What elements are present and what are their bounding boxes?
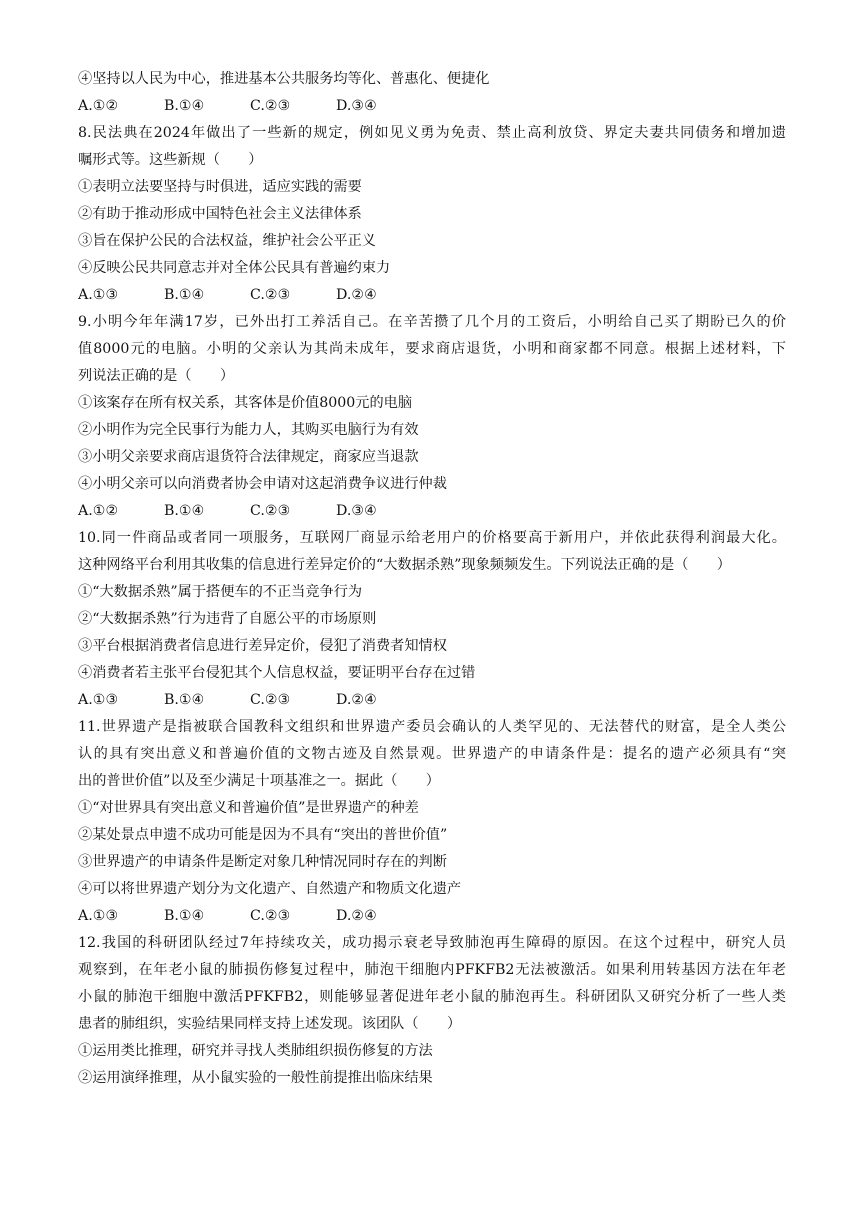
option-a: A.①③ <box>78 287 119 303</box>
question-stem-line: 列说法正确的是（ ） <box>78 368 235 384</box>
option-a: A.①③ <box>78 908 119 924</box>
question-stem-line: 认的具有突出意义和普遍价值的文物古迹及自然景观。世界遗产的申请条件是：提名的遗产必须具有“突 <box>78 746 786 762</box>
statement: ③平台根据消费者信息进行差异定价，侵犯了消费者知情权 <box>78 638 447 654</box>
option-d: D.②④ <box>336 287 377 303</box>
option-a: A.①② <box>78 503 119 519</box>
statement: ②有助于推动形成中国特色社会主义法律体系 <box>78 206 362 222</box>
answer-options <box>78 498 786 525</box>
question-stem-line: 观察到，在年老小鼠的肺损伤修复过程中，肺泡干细胞内PFKFB2无法被激活。如果利用转基因方法在年老 <box>78 962 786 978</box>
option-d: D.②④ <box>336 908 377 924</box>
option-c: C.②③ <box>250 503 291 519</box>
statement: ④坚持以人民为中心，推进基本公共服务均等化、普惠化、便捷化 <box>78 71 490 87</box>
exam-page <box>78 66 786 1092</box>
question-block <box>78 120 786 309</box>
option-b: B.①④ <box>164 98 205 114</box>
question-stem-line: 11.世界遗产是指被联合国教科文组织和世界遗产委员会确认的人类罕见的、无法替代的财富，是全人类公 <box>78 719 786 735</box>
question-block <box>78 309 786 525</box>
statement: ②小明作为完全民事行为能力人，其购买电脑行为有效 <box>78 422 419 438</box>
question-block <box>78 930 786 1092</box>
question-stem-line: 出的普世价值”以及至少满足十项基准之一。据此（ ） <box>78 773 440 789</box>
question-stem-line: 12.我国的科研团队经过7年持续攻关，成功揭示衰老导致肺泡再生障碍的原因。在这个过程中，研究人员 <box>78 935 786 951</box>
question-block <box>78 714 786 930</box>
question-stem-line: 这种网络平台利用其收集的信息进行差异定价的“大数据杀熟”现象频频发生。下列说法正确的是（ ） <box>78 557 731 573</box>
answer-options <box>78 903 786 930</box>
statement: ④消费者若主张平台侵犯其个人信息权益，要证明平台存在过错 <box>78 665 476 681</box>
option-a: A.①③ <box>78 692 119 708</box>
statement: ②“大数据杀熟”行为违背了自愿公平的市场原则 <box>78 611 377 627</box>
option-c: C.②③ <box>250 287 291 303</box>
statement: ④反映公民共同意志并对全体公民具有普遍约束力 <box>78 260 391 276</box>
option-c: C.②③ <box>250 98 291 114</box>
question-list <box>78 120 786 1092</box>
statement: ①运用类比推理，研究并寻找人类肺组织损伤修复的方法 <box>78 1043 433 1059</box>
option-b: B.①④ <box>164 692 205 708</box>
question-stem-line: 10.同一件商品或者同一项服务，互联网厂商显示给老用户的价格要高于新用户，并依此获得利润最大化。 <box>78 530 786 546</box>
statement: ③旨在保护公民的合法权益，维护社会公平正义 <box>78 233 376 249</box>
answer-options <box>78 687 786 714</box>
question-stem-line: 值8000元的电脑。小明的父亲认为其尚未成年，要求商店退货，小明和商家都不同意。根据上述材料，下 <box>78 341 786 357</box>
statement: ①表明立法要坚持与时俱进，适应实践的需要 <box>78 179 362 195</box>
statement: ①“对世界具有突出意义和普遍价值”是世界遗产的种差 <box>78 800 419 816</box>
statement: ②运用演绎推理，从小鼠实验的一般性前提推出临床结果 <box>78 1070 433 1086</box>
statement: ④小明父亲可以向消费者协会申请对这起消费争议进行仲裁 <box>78 476 447 492</box>
question-stem-line: 9.小明今年年满17岁，已外出打工养活自己。在辛苦攒了几个月的工资后，小明给自己买了期盼已久的价 <box>78 314 786 330</box>
option-b: B.①④ <box>164 908 205 924</box>
answer-options <box>78 93 786 120</box>
question-stem-line: 小鼠的肺泡干细胞中激活PFKFB2，则能够显著促进年老小鼠的肺泡再生。科研团队又研究分析了一些人类 <box>78 989 786 1005</box>
answer-options <box>78 282 786 309</box>
option-c: C.②③ <box>250 908 291 924</box>
option-b: B.①④ <box>164 503 205 519</box>
option-d: D.③④ <box>336 503 377 519</box>
question-stem-line: 患者的肺组织，实验结果同样支持上述发现。该团队（ ） <box>78 1016 462 1032</box>
option-d: D.②④ <box>336 692 377 708</box>
option-a: A.①② <box>78 98 119 114</box>
statement: ①“大数据杀熟”属于搭便车的不正当竞争行为 <box>78 584 363 600</box>
question-block <box>78 525 786 714</box>
statement: ④可以将世界遗产划分为文化遗产、自然遗产和物质文化遗产 <box>78 881 462 897</box>
statement: ①该案存在所有权关系，其客体是价值8000元的电脑 <box>78 395 413 411</box>
question-stem-line: 嘱形式等。这些新规（ ） <box>78 152 263 168</box>
question-stem-line: 8.民法典在2024年做出了一些新的规定，例如见义勇为免责、禁止高利放贷、界定夫妻共同债务和增加遗 <box>78 125 786 141</box>
option-d: D.③④ <box>336 98 377 114</box>
option-c: C.②③ <box>250 692 291 708</box>
option-b: B.①④ <box>164 287 205 303</box>
statement: ③小明父亲要求商店退货符合法律规定，商家应当退款 <box>78 449 419 465</box>
statement: ③世界遗产的申请条件是断定对象几种情况同时存在的判断 <box>78 854 447 870</box>
statement: ②某处景点申遗不成功可能是因为不具有“突出的普世价值” <box>78 827 448 843</box>
